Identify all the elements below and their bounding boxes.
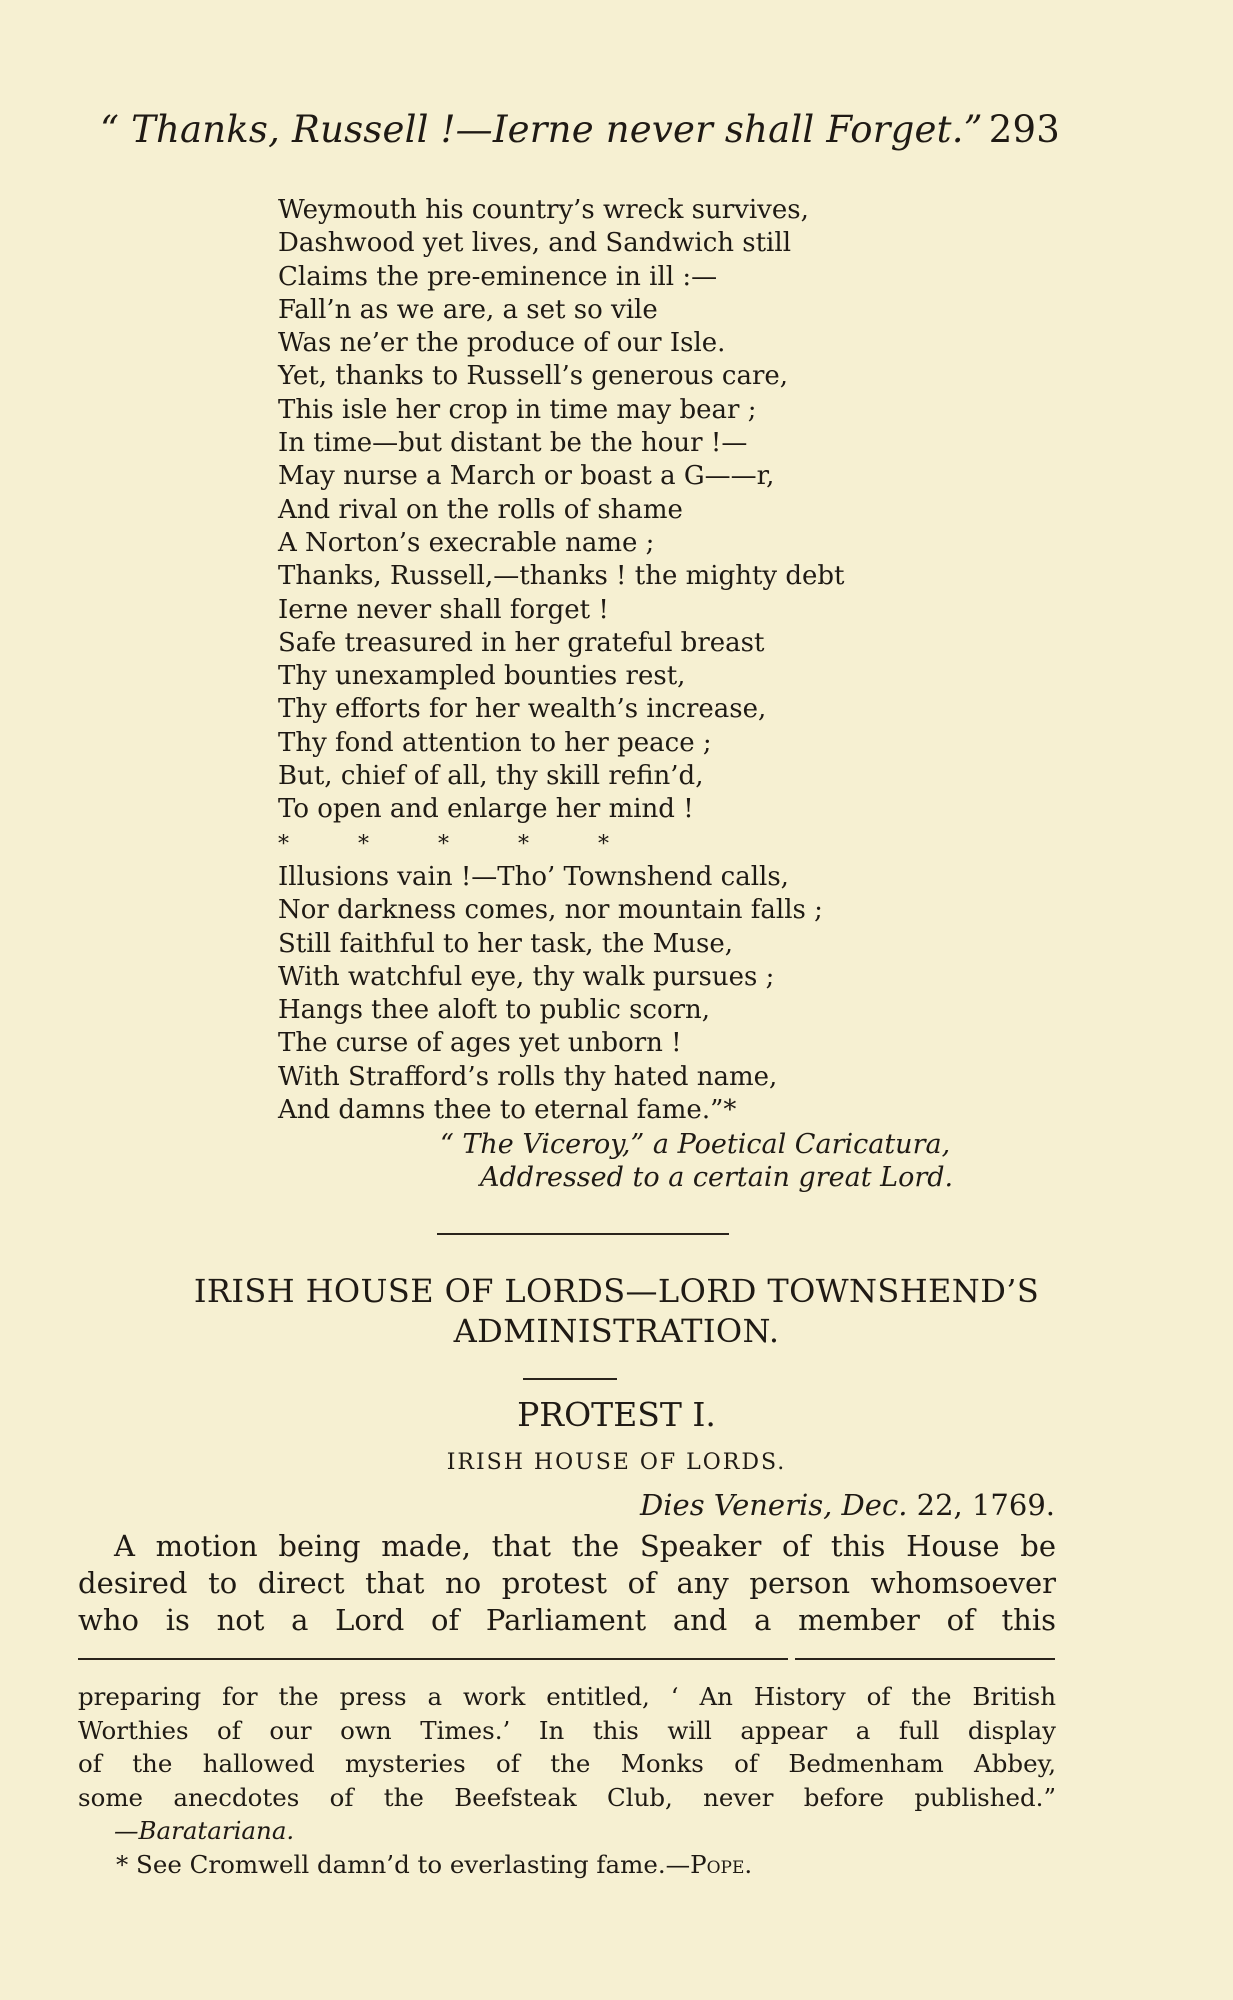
poem-line: Nor darkness comes, nor mountain falls ; [278, 895, 823, 926]
footnote-line: of the hallowed mysteries of the Monks of Bedmenham Abbey, [78, 1749, 1056, 1778]
poem-line: Thanks, Russell,—thanks ! the mighty debt [278, 561, 845, 592]
poem-line: Illusions vain !—Tho’ Townshend calls, [278, 861, 789, 892]
house-heading: IRISH HOUSE OF LORDS. [446, 1450, 787, 1475]
running-head-title: “ Thanks, Russell !—Ierne never shall Forget.” [100, 108, 983, 151]
star-note-author: Pope. [690, 1849, 753, 1879]
poem-line: This isle her crop in time may bear ; [278, 394, 757, 425]
poem-line: Still faithful to her task, the Muse, [278, 928, 734, 959]
footnote-rule [795, 1658, 1055, 1660]
footnote [78, 1680, 1056, 1881]
body-line: who is not a Lord of Parliament and a member of this [78, 1603, 1056, 1637]
body-line: desired to direct that no protest of any person whomsoever [78, 1566, 1056, 1600]
poem-line: Thy efforts for her wealth’s increase, [278, 694, 767, 725]
poem-line: With watchful eye, thy walk pursues ; [278, 961, 775, 992]
poem-line: In time—but distant be the hour !— [278, 428, 748, 459]
footnote-source: —Baratariana. [114, 1816, 295, 1845]
footnote-line: Worthies of our own Times.’ In this will appear a full display [78, 1715, 1056, 1745]
poem-line: Claims the pre-eminence in ill :— [278, 261, 718, 292]
section-heading [60, 1271, 1173, 1351]
poem [278, 194, 1078, 1127]
section-heading-line: IRISH HOUSE OF LORDS—LORD TOWNSHEND’S [193, 1272, 1040, 1310]
asterisk: * [278, 831, 289, 857]
poem-line: Ierne never shall forget ! [278, 594, 609, 625]
poem-line: The curse of ages yet unborn ! [278, 1028, 682, 1059]
section-divider [437, 1233, 729, 1235]
footnote-line: preparing for the press a work entitled, ‘ An History of the British [78, 1682, 1056, 1711]
poem-attribution [440, 1128, 1020, 1194]
protest-title: PROTEST I. [517, 1395, 716, 1434]
poem-line: And damns thee to eternal fame.”* [278, 1095, 737, 1126]
section-heading-line: ADMINISTRATION. [453, 1312, 780, 1350]
asterisk: * [438, 831, 449, 857]
body-line: A motion being made, that the Speaker of this House be [114, 1529, 1056, 1563]
poem-line: To open and enlarge her mind ! [278, 794, 694, 825]
poem-line: Dashwood yet lives, and Sandwich still [278, 228, 792, 259]
page-number: 293 [988, 108, 1060, 151]
footnote-star-note [78, 1848, 1056, 1882]
date-italic: Dies Veneris, Dec. [640, 1488, 908, 1522]
date-value: 22, 1769. [907, 1488, 1055, 1522]
body-paragraph [78, 1528, 1056, 1639]
poem-line: Hangs thee aloft to public scorn, [278, 995, 711, 1026]
poem-line: May nurse a March or boast a G——r, [278, 461, 775, 492]
star-note-text: * See Cromwell damn’d to everlasting fame.— [116, 1849, 691, 1879]
protest-date [640, 1488, 1055, 1522]
attribution-line: “ The Viceroy,” a Poetical Caricatura, [440, 1129, 951, 1160]
short-divider [523, 1378, 617, 1380]
poem-line: Was ne’er the produce of our Isle. [278, 328, 726, 359]
poem-line: Yet, thanks to Russell’s generous care, [278, 361, 789, 392]
asterisk: * [518, 831, 529, 857]
poem-line: A Norton’s execrable name ; [278, 527, 655, 558]
poem-line: Weymouth his country’s wreck survives, [278, 195, 809, 225]
footnote-rule [78, 1658, 788, 1660]
asterisk: * [598, 831, 609, 857]
poem-line: Safe treasured in her grateful breast [278, 627, 765, 658]
poem-line: But, chief of all, thy skill refin’d, [278, 761, 704, 792]
poem-line: Thy unexampled bounties rest, [278, 661, 686, 692]
poem-line: And rival on the rolls of shame [278, 494, 683, 525]
poem-line: Thy fond attention to her peace ; [278, 727, 712, 758]
attribution-line: Addressed to a certain great Lord. [480, 1162, 954, 1193]
asterisk: * [358, 831, 369, 857]
poem-line: Fall’n as we are, a set so vile [278, 294, 658, 325]
footnote-line: some anecdotes of the Beefsteak Club, never before published.” [78, 1782, 1056, 1812]
asterism [278, 827, 1078, 861]
poem-line: With Strafford’s rolls thy hated name, [278, 1061, 778, 1092]
